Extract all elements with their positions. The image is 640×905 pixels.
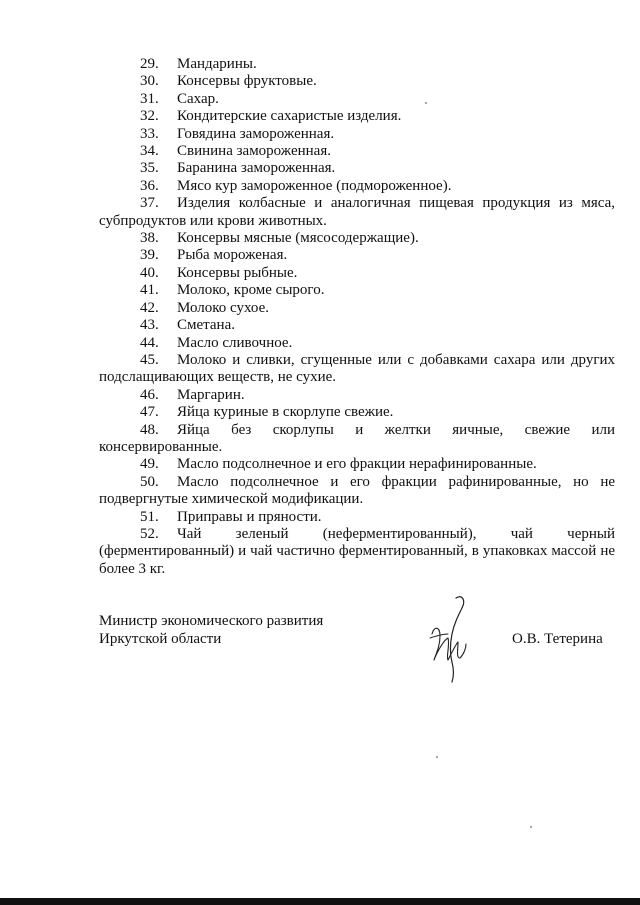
- list-item: [99, 265, 615, 282]
- item-text: Говядина замороженная.: [177, 125, 335, 142]
- product-list: [99, 56, 615, 578]
- list-item: [99, 509, 615, 526]
- scan-speck: [425, 102, 427, 104]
- scan-speck: [530, 826, 532, 828]
- item-text: Баранина замороженная.: [177, 160, 336, 177]
- item-number: 40.: [140, 264, 159, 281]
- item-text: Чай зеленый (неферментированный), чай черный (ферментированный) и чай частично ферментированный, в упаковках массой не более 3 кг.: [99, 525, 615, 577]
- item-text: Маргарин.: [177, 386, 245, 403]
- item-number: 42.: [140, 299, 159, 316]
- list-item: [99, 335, 615, 352]
- list-item: [99, 230, 615, 247]
- item-text: Свинина замороженная.: [177, 143, 331, 160]
- item-text: Приправы и пряности.: [177, 508, 322, 525]
- item-number: 48.: [140, 421, 159, 438]
- list-item: [99, 282, 615, 299]
- item-number: 47.: [140, 404, 159, 421]
- list-item: [99, 160, 615, 177]
- item-text: Рыба мороженая.: [177, 247, 288, 264]
- item-text: Консервы мясные (мясосодержащие).: [177, 230, 419, 247]
- item-text: Молоко сухое.: [177, 299, 270, 316]
- list-item: [99, 474, 615, 509]
- item-text: Мандарины.: [177, 56, 257, 72]
- item-number: 39.: [140, 247, 159, 264]
- list-item: [99, 422, 615, 457]
- item-number: 30.: [140, 73, 159, 90]
- list-item: [99, 404, 615, 421]
- scan-speck: [436, 756, 438, 758]
- item-number: 31.: [140, 90, 159, 107]
- list-item: [99, 352, 615, 387]
- item-number: 51.: [140, 508, 159, 525]
- item-number: 52.: [140, 525, 159, 542]
- item-number: 34.: [140, 143, 159, 160]
- handwritten-signature: [426, 592, 476, 684]
- list-item: [99, 108, 615, 125]
- list-item: [99, 178, 615, 195]
- item-number: 41.: [140, 282, 159, 299]
- list-item: [99, 526, 615, 578]
- list-item: [99, 143, 615, 160]
- item-number: 35.: [140, 160, 159, 177]
- item-text: Масло сливочное.: [177, 334, 293, 351]
- list-item: [99, 73, 615, 90]
- item-text: Сахар.: [177, 90, 219, 107]
- item-text: Изделия колбасные и аналогичная пищевая продукция из мяса, субпродуктов или крови животных.: [99, 195, 615, 229]
- list-item: [99, 91, 615, 108]
- list-item: [99, 456, 615, 473]
- item-text: Мясо кур замороженное (подмороженное).: [177, 177, 452, 194]
- list-item: [99, 300, 615, 317]
- item-text: Молоко, кроме сырого.: [177, 282, 325, 299]
- item-text: Кондитерские сахаристые изделия.: [177, 108, 402, 125]
- item-number: 32.: [140, 108, 159, 125]
- item-text: Молоко и сливки, сгущенные или с добавками сахара или других подслащивающих веществ, не сухие.: [99, 351, 615, 386]
- item-number: 44.: [140, 334, 159, 351]
- item-number: 38.: [140, 230, 159, 247]
- item-number: 33.: [140, 125, 159, 142]
- list-item: [99, 247, 615, 264]
- item-number: 36.: [140, 177, 159, 194]
- item-text: Сметана.: [177, 317, 235, 334]
- scan-edge: [0, 898, 640, 905]
- item-text: Яйца куриные в скорлупе свежие.: [177, 404, 394, 421]
- item-number: 46.: [140, 386, 159, 403]
- item-text: Масло подсолнечное и его фракции рафинированные, но не подвергнутые химической модификации.: [99, 473, 615, 508]
- list-item: [99, 126, 615, 143]
- item-text: Масло подсолнечное и его фракции нерафинированные.: [177, 456, 537, 473]
- item-number: 29.: [140, 56, 159, 72]
- list-item: [99, 317, 615, 334]
- item-number: 37.: [140, 195, 159, 212]
- signer-region: Иркутской области: [99, 631, 222, 647]
- item-text: Консервы фруктовые.: [177, 73, 317, 90]
- list-item: [99, 387, 615, 404]
- item-number: 45.: [140, 351, 159, 368]
- item-text: Яйца без скорлупы и желтки яичные, свежие или консервированные.: [99, 421, 615, 455]
- item-number: 49.: [140, 456, 159, 473]
- item-number: 43.: [140, 317, 159, 334]
- item-text: Консервы рыбные.: [177, 264, 298, 281]
- item-number: 50.: [140, 473, 159, 490]
- list-item: [99, 56, 615, 73]
- list-item: [99, 195, 615, 230]
- signer-position: Министр экономического развития: [99, 613, 324, 629]
- signature-block: [99, 612, 615, 648]
- signer-name: О.В. Тетерина: [512, 631, 603, 647]
